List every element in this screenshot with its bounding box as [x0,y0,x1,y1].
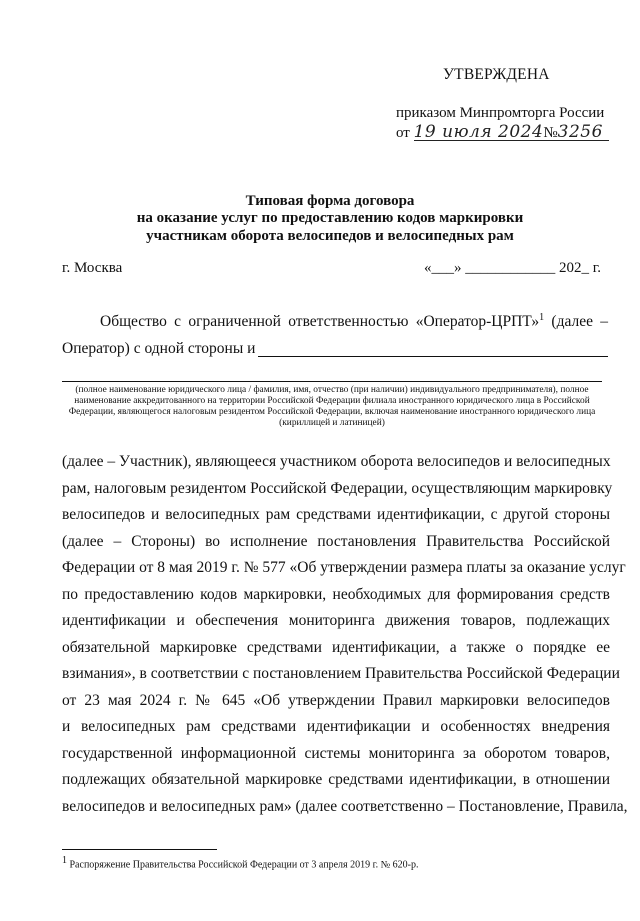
approved-stamp: УТВЕРЖДЕНА [443,66,550,83]
contract-date: «___» ____________ 202_ г. [424,260,601,276]
order-line: приказом Минпромторга России [396,105,605,121]
participant-name-field-line1 [258,356,608,357]
footnote-separator [62,849,217,850]
body-line: обязательной маркировке средствами идентификации, а также о порядке ее [62,638,610,656]
body-line: государственной информационной системы мониторинга за оборотом товаров, [62,744,610,762]
participant-field-note: (полное наименование юридического лица / фамилия, имя, отчество (при наличии) индивидуального предпринимателя), полное наименование аккредитованного на территории Российской Федерации филиала иностранного юридического лица в Российской Федерации, являющегося налоговым резидентом Российской Федерации, включая наименование иностранного юридического лица (кириллицей и латиницей) [68,385,596,428]
body-line: идентификации и обеспечения мониторинга движения товаров, подлежащих [62,612,610,629]
document-title-line2: на оказание услуг по предоставлению кодов маркировки [136,210,524,226]
operator-name: Общество с ограниченной ответственностью «Оператор-ЦРПТ» [100,313,540,331]
footnote-text: Распоряжение Правительства Российской Федерации от 3 апреля 2019 г. № 620-р. [67,859,419,871]
party-intro-line2: Оператор) с одной стороны и [62,340,256,357]
body-line: подлежащих обязательной маркировке средствами идентификации, в отношении [62,771,610,788]
body-line: взимания», в соответствии с постановлением Правительства Российской Федерации [62,665,620,682]
body-line: (далее – Стороны) во исполнение постановления Правительства Российской [62,532,610,550]
body-line: по предоставлению кодов маркировки, необходимых для формирования средств [62,585,610,603]
order-date-handwritten: 19 июля 2024 [413,122,544,142]
contract-city: г. Москва [62,260,123,276]
participant-name-field-line2 [62,381,602,382]
body-line: (далее – Участник), являющееся участником оборота велосипедов и велосипедных [62,453,611,470]
order-date-prefix: от [396,125,410,141]
body-line: рам, налоговым резидентом Российской Федерации, осуществляющим маркировку [62,479,613,497]
body-line: велосипедов и велосипедных рам» (далее соответственно – Постановление, Правила, [62,797,628,815]
contract-body [62,449,628,820]
footnote [62,855,418,870]
party-intro-line1 [62,312,608,331]
body-line: и велосипедных рам средствами идентификации и особенностях внедрения [62,718,610,735]
footnote-mark: 1 [62,855,67,866]
footnote-ref[interactable]: 1 [539,312,545,323]
document-title-line3: участникам оборота велосипедов и велосипедных рам [146,228,514,244]
order-underline [414,140,609,141]
body-line: велосипедов и велосипедных рам средствами идентификации, с другой стороны [62,506,610,523]
operator-tail: (далее – [544,313,608,331]
body-line: Федерации от 8 мая 2019 г. № 577 «Об утверждении размера платы за оказание услуг [62,559,626,576]
order-number-prefix: № [543,125,558,141]
order-number-handwritten: 3256 [557,122,603,142]
body-line: от 23 мая 2024 г. № 645 «Об утверждении Правил маркировки велосипедов [62,691,610,709]
document-title-line1: Типовая форма договора [245,193,415,209]
order-date-line [396,122,603,142]
